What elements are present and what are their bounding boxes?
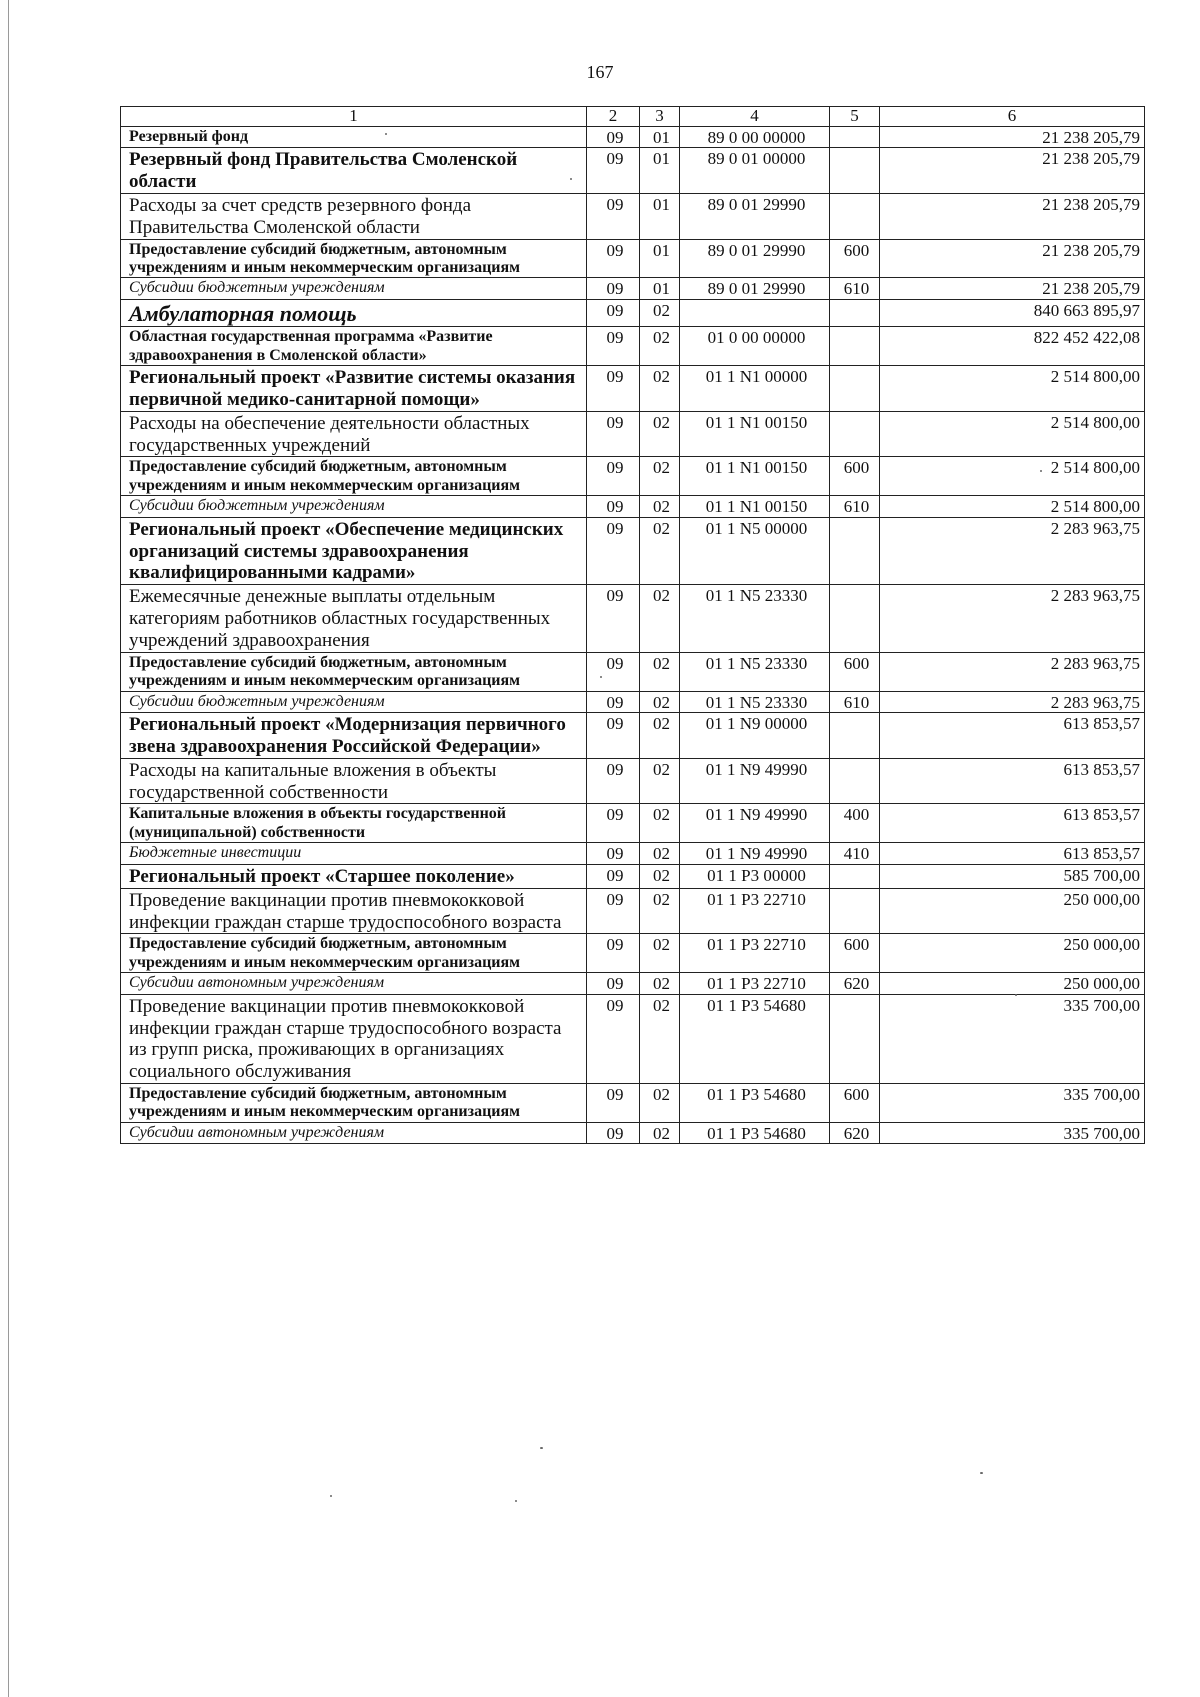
table-row (121, 517, 1145, 585)
row-code-col2-cell: 09 (587, 239, 640, 278)
table-row (121, 1084, 1145, 1123)
row-target-code-cell: 01 1 P3 54680 (680, 1122, 830, 1144)
scan-speck (330, 1495, 332, 1497)
table-row (121, 327, 1145, 366)
row-target-code-cell: 89 0 01 29990 (680, 193, 830, 239)
scan-speck (385, 133, 387, 135)
row-expense-type-cell: 600 (830, 239, 880, 278)
row-code-col3-cell: 02 (640, 864, 680, 888)
table-header-row (121, 107, 1145, 127)
row-amount-cell: 585 700,00 (880, 864, 1145, 888)
row-expense-type-cell: 600 (830, 652, 880, 691)
row-code-col2-cell: 09 (587, 652, 640, 691)
row-code-col3-cell: 02 (640, 973, 680, 995)
row-code-col3-cell: 02 (640, 411, 680, 457)
row-code-col2-cell: 09 (587, 126, 640, 148)
table-row (121, 411, 1145, 457)
row-amount-cell: 613 853,57 (880, 758, 1145, 804)
column-header-1: 1 (121, 107, 587, 127)
table-row (121, 126, 1145, 148)
table-row (121, 457, 1145, 496)
column-header-4: 4 (680, 107, 830, 127)
row-code-col2-cell: 09 (587, 148, 640, 194)
row-name-cell: Субсидии бюджетным учреждениям (121, 278, 587, 300)
row-name-cell: Региональный проект «Развитие системы оказания первичной медико-санитарной помощи» (121, 366, 587, 412)
row-name-cell: Субсидии бюджетным учреждениям (121, 496, 587, 518)
table-row (121, 973, 1145, 995)
row-name-cell: Резервный фонд (121, 126, 587, 148)
row-amount-cell: 2 514 800,00 (880, 366, 1145, 412)
row-expense-type-cell (830, 327, 880, 366)
row-expense-type-cell: 600 (830, 457, 880, 496)
row-code-col2-cell: 09 (587, 366, 640, 412)
row-code-col2-cell: 09 (587, 496, 640, 518)
row-amount-cell: 250 000,00 (880, 934, 1145, 973)
column-header-6: 6 (880, 107, 1145, 127)
row-code-col3-cell: 02 (640, 713, 680, 759)
row-name-cell: Региональный проект «Старшее поколение» (121, 864, 587, 888)
row-amount-cell: 840 663 895,97 (880, 299, 1145, 326)
table-row (121, 652, 1145, 691)
row-target-code-cell: 89 0 01 00000 (680, 148, 830, 194)
row-code-col3-cell: 02 (640, 1084, 680, 1123)
row-expense-type-cell (830, 126, 880, 148)
row-target-code-cell: 01 1 N5 23330 (680, 652, 830, 691)
row-amount-cell: 21 238 205,79 (880, 193, 1145, 239)
row-target-code-cell: 01 1 P3 00000 (680, 864, 830, 888)
row-amount-cell: 2 514 800,00 (880, 496, 1145, 518)
row-code-col3-cell: 01 (640, 193, 680, 239)
row-expense-type-cell (830, 148, 880, 194)
row-name-cell: Предоставление субсидий бюджетным, автономным учреждениям и иным некоммерческим организациям (121, 652, 587, 691)
row-target-code-cell (680, 299, 830, 326)
row-amount-cell: 250 000,00 (880, 888, 1145, 934)
row-code-col2-cell: 09 (587, 804, 640, 843)
row-code-col3-cell: 01 (640, 148, 680, 194)
row-name-cell: Предоставление субсидий бюджетным, автономным учреждениям и иным некоммерческим организациям (121, 457, 587, 496)
row-amount-cell: 250 000,00 (880, 973, 1145, 995)
row-name-cell: Предоставление субсидий бюджетным, автономным учреждениям и иным некоммерческим организациям (121, 239, 587, 278)
row-amount-cell: 335 700,00 (880, 1084, 1145, 1123)
table-row (121, 994, 1145, 1083)
table-row (121, 934, 1145, 973)
table-row (121, 193, 1145, 239)
row-code-col2-cell: 09 (587, 411, 640, 457)
row-amount-cell: 613 853,57 (880, 843, 1145, 865)
row-target-code-cell: 01 1 P3 54680 (680, 994, 830, 1083)
row-expense-type-cell (830, 585, 880, 653)
row-target-code-cell: 01 1 N9 49990 (680, 843, 830, 865)
row-name-cell: Проведение вакцинации против пневмококковой инфекции граждан старше трудоспособного возраста (121, 888, 587, 934)
row-amount-cell: 613 853,57 (880, 713, 1145, 759)
table-row (121, 1122, 1145, 1144)
row-amount-cell: 2 283 963,75 (880, 691, 1145, 713)
row-code-col3-cell: 02 (640, 888, 680, 934)
row-target-code-cell: 01 1 P3 22710 (680, 973, 830, 995)
row-code-col3-cell: 01 (640, 239, 680, 278)
row-expense-type-cell (830, 517, 880, 585)
row-expense-type-cell (830, 713, 880, 759)
row-code-col3-cell: 01 (640, 278, 680, 300)
row-code-col3-cell: 02 (640, 652, 680, 691)
row-code-col3-cell: 02 (640, 517, 680, 585)
row-amount-cell: 21 238 205,79 (880, 148, 1145, 194)
row-amount-cell: 2 514 800,00 (880, 457, 1145, 496)
row-code-col2-cell: 09 (587, 758, 640, 804)
row-expense-type-cell (830, 888, 880, 934)
table-row (121, 758, 1145, 804)
row-code-col2-cell: 09 (587, 278, 640, 300)
row-code-col2-cell: 09 (587, 1122, 640, 1144)
row-name-cell: Расходы на капитальные вложения в объекты государственной собственности (121, 758, 587, 804)
row-code-col2-cell: 09 (587, 994, 640, 1083)
table-row (121, 864, 1145, 888)
row-target-code-cell: 01 1 P3 54680 (680, 1084, 830, 1123)
row-expense-type-cell (830, 411, 880, 457)
row-code-col3-cell: 02 (640, 327, 680, 366)
row-code-col3-cell: 01 (640, 126, 680, 148)
row-target-code-cell: 01 1 N9 49990 (680, 758, 830, 804)
table-row (121, 691, 1145, 713)
row-code-col3-cell: 02 (640, 691, 680, 713)
row-target-code-cell: 01 1 N5 23330 (680, 691, 830, 713)
row-code-col3-cell: 02 (640, 1122, 680, 1144)
row-target-code-cell: 89 0 01 29990 (680, 239, 830, 278)
row-target-code-cell: 01 1 P3 22710 (680, 934, 830, 973)
row-code-col2-cell: 09 (587, 934, 640, 973)
row-amount-cell: 21 238 205,79 (880, 126, 1145, 148)
table-row (121, 585, 1145, 653)
page-number: 167 (586, 62, 614, 82)
row-code-col3-cell: 02 (640, 758, 680, 804)
scan-speck (600, 676, 602, 678)
row-code-col3-cell: 02 (640, 804, 680, 843)
row-target-code-cell: 01 1 P3 22710 (680, 888, 830, 934)
row-name-cell: Предоставление субсидий бюджетным, автономным учреждениям и иным некоммерческим организациям (121, 934, 587, 973)
row-code-col2-cell: 09 (587, 973, 640, 995)
row-code-col2-cell: 09 (587, 193, 640, 239)
row-code-col3-cell: 02 (640, 496, 680, 518)
row-code-col2-cell: 09 (587, 713, 640, 759)
scan-speck (980, 1472, 983, 1474)
row-amount-cell: 2 283 963,75 (880, 652, 1145, 691)
row-expense-type-cell (830, 864, 880, 888)
table-row (121, 299, 1145, 326)
row-target-code-cell: 01 1 N1 00150 (680, 496, 830, 518)
row-name-cell: Субсидии автономным учреждениям (121, 1122, 587, 1144)
scan-speck (1040, 470, 1042, 472)
row-target-code-cell: 89 0 01 29990 (680, 278, 830, 300)
row-expense-type-cell (830, 193, 880, 239)
scan-edge-line (8, 0, 9, 1697)
row-expense-type-cell (830, 758, 880, 804)
row-amount-cell: 335 700,00 (880, 1122, 1145, 1144)
row-name-cell: Проведение вакцинации против пневмококковой инфекции граждан старше трудоспособного возраста из групп риска, проживающих в организациях социального обслуживания (121, 994, 587, 1083)
row-expense-type-cell: 620 (830, 1122, 880, 1144)
column-header-2: 2 (587, 107, 640, 127)
row-amount-cell: 21 238 205,79 (880, 239, 1145, 278)
row-target-code-cell: 01 1 N9 00000 (680, 713, 830, 759)
row-code-col2-cell: 09 (587, 843, 640, 865)
row-expense-type-cell: 600 (830, 1084, 880, 1123)
row-expense-type-cell: 410 (830, 843, 880, 865)
row-name-cell: Резервный фонд Правительства Смоленской области (121, 148, 587, 194)
row-name-cell: Ежемесячные денежные выплаты отдельным категориям работников областных государственных учреждений здравоохранения (121, 585, 587, 653)
row-amount-cell: 822 452 422,08 (880, 327, 1145, 366)
budget-table (120, 106, 1145, 1144)
row-amount-cell: 613 853,57 (880, 804, 1145, 843)
row-code-col2-cell: 09 (587, 864, 640, 888)
row-code-col3-cell: 02 (640, 994, 680, 1083)
row-amount-cell: 2 514 800,00 (880, 411, 1145, 457)
row-target-code-cell: 01 1 N1 00000 (680, 366, 830, 412)
row-code-col3-cell: 02 (640, 934, 680, 973)
table-row (121, 278, 1145, 300)
row-expense-type-cell: 610 (830, 496, 880, 518)
row-name-cell: Амбулаторная помощь (121, 299, 587, 326)
row-name-cell: Областная государственная программа «Развитие здравоохранения в Смоленской области» (121, 327, 587, 366)
row-target-code-cell: 01 1 N5 00000 (680, 517, 830, 585)
row-target-code-cell: 01 0 00 00000 (680, 327, 830, 366)
row-target-code-cell: 89 0 00 00000 (680, 126, 830, 148)
row-code-col2-cell: 09 (587, 888, 640, 934)
row-code-col2-cell: 09 (587, 327, 640, 366)
row-expense-type-cell (830, 994, 880, 1083)
row-code-col3-cell: 02 (640, 457, 680, 496)
row-name-cell: Субсидии бюджетным учреждениям (121, 691, 587, 713)
table-row (121, 366, 1145, 412)
row-amount-cell: 335 700,00 (880, 994, 1145, 1083)
row-code-col2-cell: 09 (587, 457, 640, 496)
row-target-code-cell: 01 1 N1 00150 (680, 457, 830, 496)
table-row (121, 888, 1145, 934)
table-row (121, 804, 1145, 843)
table-row (121, 496, 1145, 518)
row-code-col2-cell: 09 (587, 691, 640, 713)
row-name-cell: Капитальные вложения в объекты государственной (муниципальной) собственности (121, 804, 587, 843)
row-expense-type-cell: 620 (830, 973, 880, 995)
column-header-3: 3 (640, 107, 680, 127)
row-amount-cell: 2 283 963,75 (880, 517, 1145, 585)
row-code-col3-cell: 02 (640, 366, 680, 412)
row-name-cell: Расходы на обеспечение деятельности областных государственных учреждений (121, 411, 587, 457)
scan-speck (1015, 994, 1017, 996)
row-target-code-cell: 01 1 N5 23330 (680, 585, 830, 653)
scan-speck (515, 1500, 517, 1502)
scan-speck (540, 1447, 543, 1449)
row-amount-cell: 2 283 963,75 (880, 585, 1145, 653)
row-target-code-cell: 01 1 N9 49990 (680, 804, 830, 843)
row-name-cell: Региональный проект «Модернизация первичного звена здравоохранения Российской Федерации» (121, 713, 587, 759)
table-row (121, 239, 1145, 278)
row-expense-type-cell (830, 299, 880, 326)
table-row (121, 713, 1145, 759)
row-name-cell: Региональный проект «Обеспечение медицинских организаций системы здравоохранения квалифицированными кадрами» (121, 517, 587, 585)
row-expense-type-cell: 610 (830, 278, 880, 300)
row-expense-type-cell: 610 (830, 691, 880, 713)
row-name-cell: Расходы за счет средств резервного фонда Правительства Смоленской области (121, 193, 587, 239)
row-code-col3-cell: 02 (640, 843, 680, 865)
row-expense-type-cell: 600 (830, 934, 880, 973)
table-row (121, 843, 1145, 865)
row-code-col2-cell: 09 (587, 585, 640, 653)
row-code-col2-cell: 09 (587, 299, 640, 326)
table-row (121, 148, 1145, 194)
row-code-col2-cell: 09 (587, 1084, 640, 1123)
row-name-cell: Предоставление субсидий бюджетным, автономным учреждениям и иным некоммерческим организациям (121, 1084, 587, 1123)
column-header-5: 5 (830, 107, 880, 127)
row-target-code-cell: 01 1 N1 00150 (680, 411, 830, 457)
row-expense-type-cell: 400 (830, 804, 880, 843)
row-code-col2-cell: 09 (587, 517, 640, 585)
row-expense-type-cell (830, 366, 880, 412)
row-name-cell: Субсидии автономным учреждениям (121, 973, 587, 995)
table-body (121, 126, 1145, 1144)
row-code-col3-cell: 02 (640, 299, 680, 326)
row-amount-cell: 21 238 205,79 (880, 278, 1145, 300)
scan-speck (570, 178, 572, 180)
row-name-cell: Бюджетные инвестиции (121, 843, 587, 865)
row-code-col3-cell: 02 (640, 585, 680, 653)
